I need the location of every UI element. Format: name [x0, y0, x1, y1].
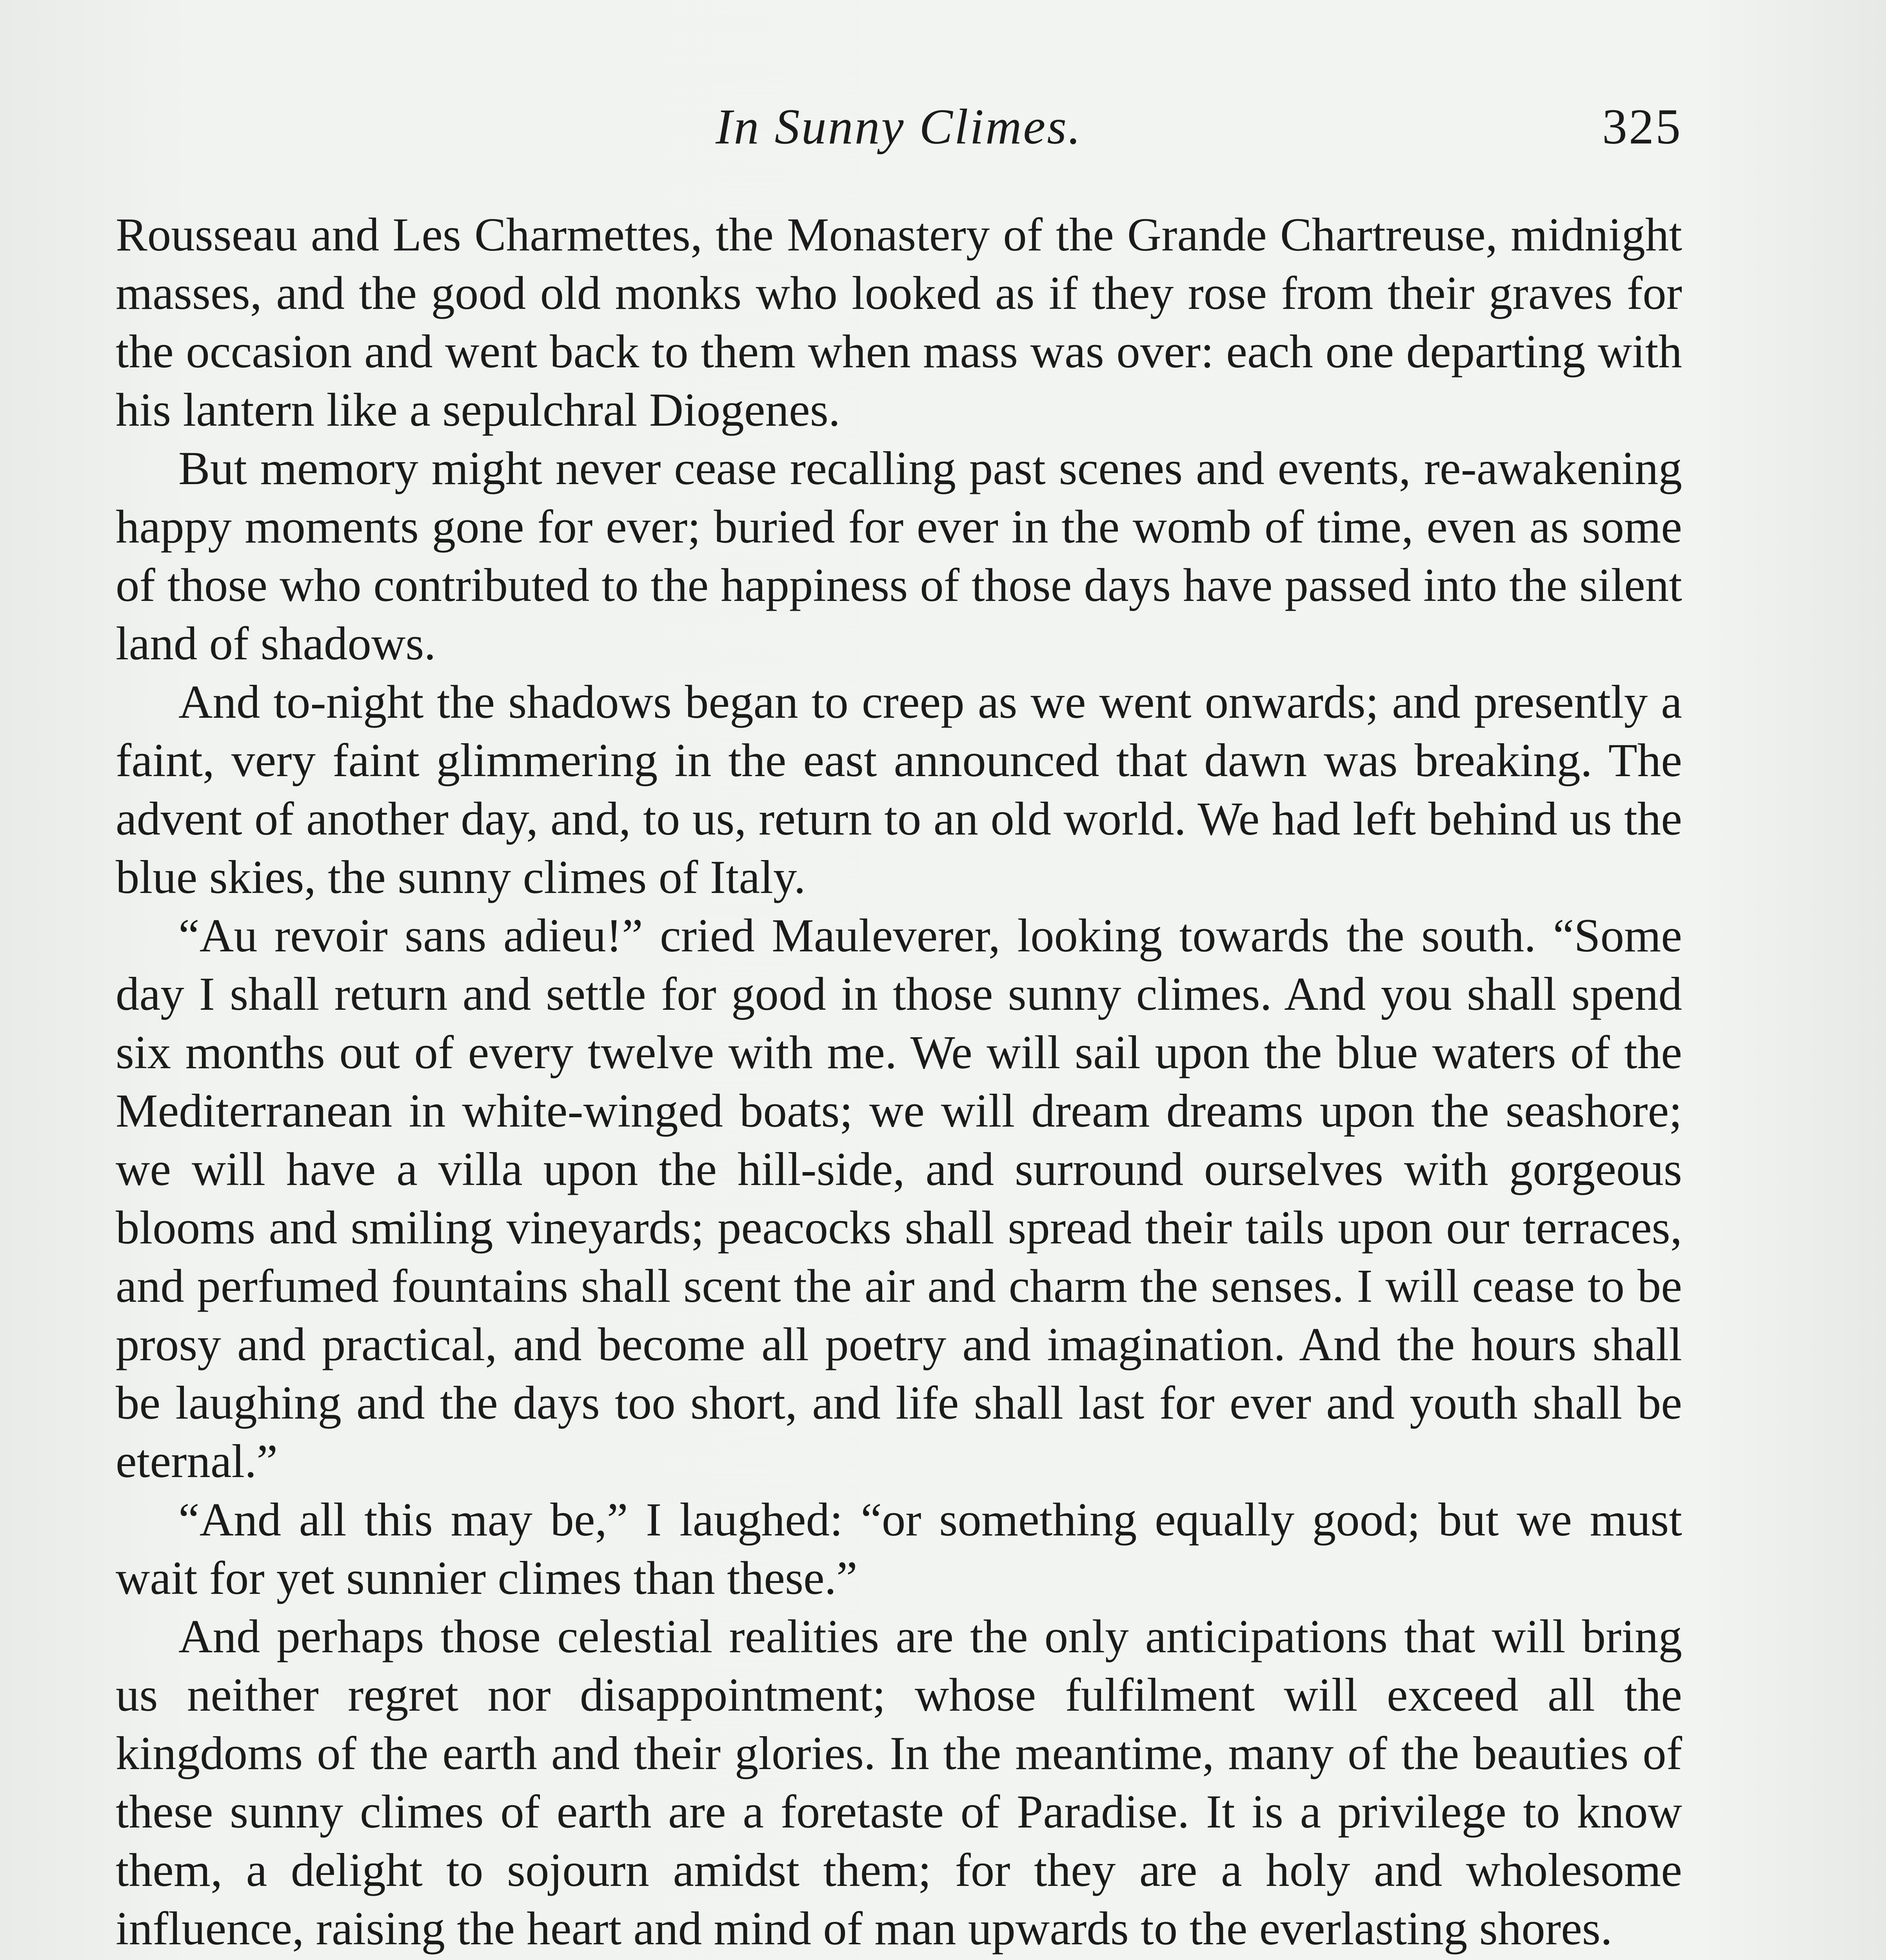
page-number: 325 [1602, 99, 1682, 154]
body-text [116, 206, 1682, 1958]
paragraph: And perhaps those celestial realities are the only anticipations that will bring us neither regret nor disappointment; whose fulfilment will exceed all the kingdoms of the earth and their glories. In the meantime, many of the beauties of these sunny climes of earth are a foretaste of Paradise. It is a privilege to know them, a delight to sojourn amidst them; for they are a holy and wholesome influence, raising the heart and mind of man upwards to the everlasting shores. [116, 1610, 1682, 1955]
paragraph: But memory might never cease recalling past scenes and events, re-awakening happy moments gone for ever; buried for ever in the womb of time, even as some of those who contributed to the happiness of those days have passed into the silent land of shadows. [116, 442, 1682, 670]
paragraph: “Au revoir sans adieu!” cried Mauleverer, looking towards the south. “Some day I shall return and settle for good in those sunny climes. And you shall spend six months out of every twelve with me. We will sail upon the blue waters of the Mediterranean in white-winged boats; we will dream dreams upon the seashore; we will have a villa upon the hill-side, and surround ourselves with gorgeous blooms and smiling vineyards; peacocks shall spread their tails upon our terraces, and perfumed fountains shall scent the air and charm the senses. I will cease to be prosy and practical, and become all poetry and imagination. And the hours shall be laughing and the days too short, and life shall last for ever and youth shall be eternal.” [116, 909, 1682, 1488]
paragraph: Rousseau and Les Charmettes, the Monastery of the Grande Chartreuse, midnight masses, and the good old monks who looked as if they rose from their graves for the occasion and went back to them when mass was over: each one departing with his lantern like a sepulchral Diogenes. [116, 209, 1682, 436]
paragraph: And to-night the shadows began to creep as we went onwards; and presently a faint, very faint glimmering in the east announced that dawn was breaking. The advent of another day, and, to us, return to an old world. We had left behind us the blue skies, the sunny climes of Italy. [116, 676, 1682, 904]
running-title: In Sunny Climes. [716, 99, 1082, 154]
paragraph: “And all this may be,” I laughed: “or something equally good; but we must wait for yet sunnier climes than these.” [116, 1494, 1682, 1604]
running-head [116, 98, 1682, 157]
